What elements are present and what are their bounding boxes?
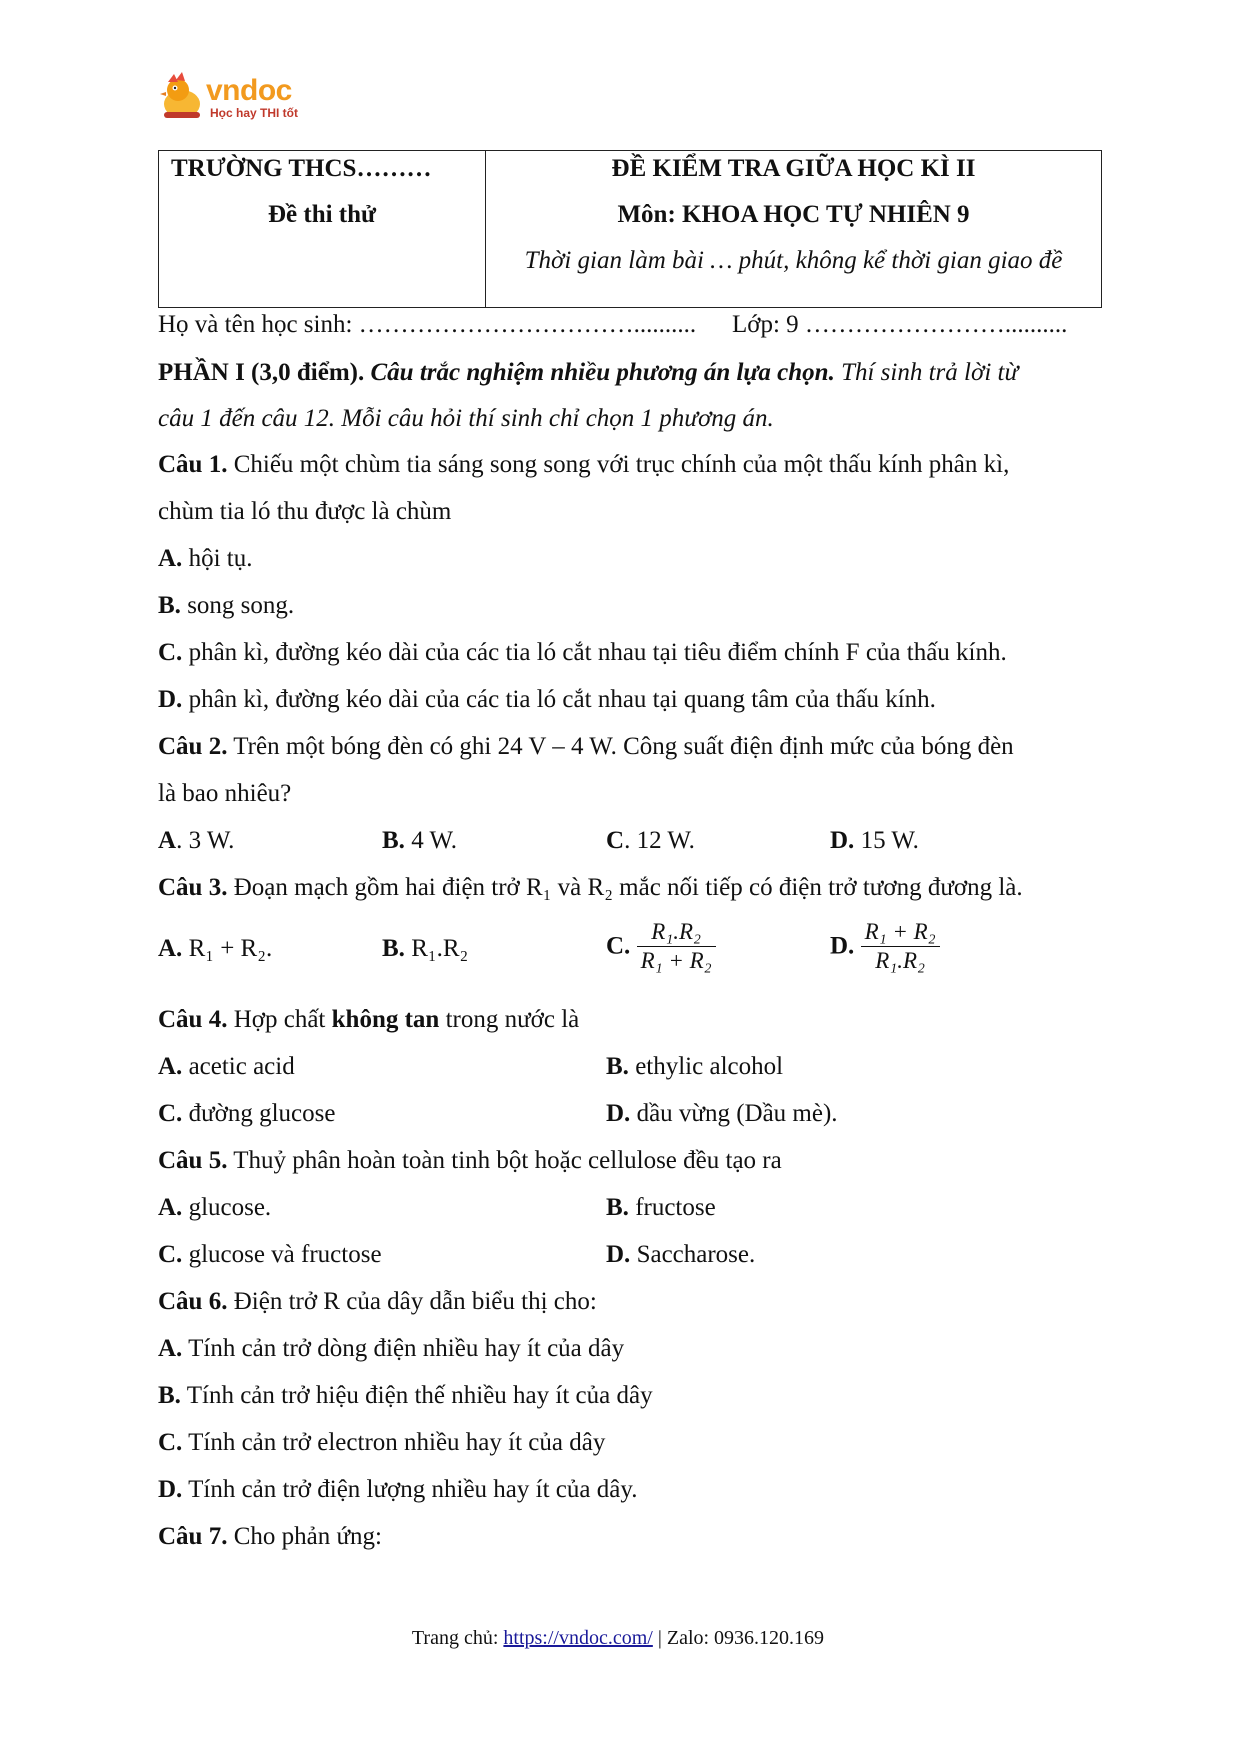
footer-home-link[interactable]: https://vndoc.com/ xyxy=(503,1627,653,1649)
q1-text-line2: chùm tia ló thu được là chùm xyxy=(158,498,452,525)
fraction xyxy=(637,918,716,975)
q2-option-b xyxy=(382,824,457,858)
question-4 xyxy=(158,1003,579,1037)
mascot-icon xyxy=(158,72,206,122)
q6-option-d xyxy=(158,1473,637,1507)
q6-option-b xyxy=(158,1379,653,1413)
q3-option-d xyxy=(830,918,940,975)
school-name: TRƯỜNG THCS……… xyxy=(171,155,432,182)
q4-option-b xyxy=(606,1050,783,1084)
q3-option-c xyxy=(606,918,716,975)
q6-label: Câu 6. xyxy=(158,1288,228,1315)
option-text: acetic acid xyxy=(182,1053,295,1080)
q5-text: Thuỷ phân hoàn toàn tinh bột hoặc cellulose đều tạo ra xyxy=(227,1147,782,1174)
option-label: C. xyxy=(606,932,631,960)
option-text: phân kì, đường kéo dài của các tia ló cắt nhau tại tiêu điểm chính F của thấu kính. xyxy=(182,639,1007,666)
exam-title: ĐỀ KIỂM TRA GIỮA HỌC KÌ II xyxy=(611,155,976,182)
part1-title: PHẦN I (3,0 điểm). xyxy=(158,359,365,386)
q2-option-c xyxy=(606,824,695,858)
q5-option-b xyxy=(606,1191,716,1225)
option-text: Tính cản trở electron nhiều hay ít của dây xyxy=(182,1429,606,1456)
q1-option-c xyxy=(158,636,1007,670)
option-text: Tính cản trở điện lượng nhiều hay ít của dây. xyxy=(182,1476,638,1503)
option-label: C. xyxy=(158,1100,183,1127)
q4-option-d xyxy=(606,1097,838,1131)
option-text: fructose xyxy=(628,1194,716,1221)
q4-label: Câu 4. xyxy=(158,1006,228,1033)
q2-text-line2: là bao nhiêu? xyxy=(158,780,292,807)
option-text: ethylic alcohol xyxy=(628,1053,784,1080)
exam-type: Đề thi thử xyxy=(267,201,377,228)
question-2 xyxy=(158,730,1014,764)
option-label: D. xyxy=(606,1100,631,1127)
q1-text: Chiếu một chùm tia sáng song song với trục chính của một thấu kính phân kì, xyxy=(227,451,1010,478)
vndoc-logo[interactable] xyxy=(158,72,318,126)
q4-text: Hợp chất xyxy=(227,1006,332,1033)
student-name-line xyxy=(158,308,696,342)
question-1 xyxy=(158,448,1009,482)
part1-instruction-line2: câu 1 đến câu 12. Mỗi câu hỏi thí sinh chỉ chọn 1 phương án. xyxy=(158,405,774,432)
q5-option-d xyxy=(606,1238,755,1272)
option-text: đường glucose xyxy=(182,1100,336,1127)
student-class-label: Lớp: 9 …………………….......... xyxy=(732,311,1068,338)
q1-option-b xyxy=(158,589,294,623)
option-label: B. xyxy=(382,827,405,854)
option-label: B. xyxy=(158,1382,181,1409)
option-label: D. xyxy=(158,686,183,713)
option-label: D. xyxy=(830,827,855,854)
exam-subject: Môn: KHOA HỌC TỰ NHIÊN 9 xyxy=(617,201,970,228)
option-label: B. xyxy=(158,592,181,619)
question-5 xyxy=(158,1144,782,1178)
q7-text: Cho phản ứng: xyxy=(227,1523,382,1550)
question-3 xyxy=(158,871,1023,905)
q2-option-d xyxy=(830,824,919,858)
option-label: B. xyxy=(606,1194,629,1221)
option-label: A. xyxy=(158,545,183,572)
q4-option-a xyxy=(158,1050,295,1084)
option-text: 4 W. xyxy=(404,827,458,854)
q2-text: Trên một bóng đèn có ghi 24 V – 4 W. Công suất điện định mức của bóng đèn xyxy=(227,733,1014,760)
q5-option-c xyxy=(158,1238,382,1272)
option-label: A. xyxy=(158,1194,183,1221)
option-label: C. xyxy=(158,1429,183,1456)
fraction-numerator: R₁.R₂ xyxy=(637,918,716,947)
q6-option-a xyxy=(158,1332,624,1366)
option-text: Tính cản trở dòng điện nhiều hay ít của dây xyxy=(182,1335,625,1362)
q2-label: Câu 2. xyxy=(158,733,228,760)
header-left-cell xyxy=(159,151,486,307)
option-label: C. xyxy=(158,639,183,666)
option-label: B. xyxy=(606,1053,629,1080)
part1-instruction: Thí sinh trả lời từ xyxy=(834,359,1019,386)
option-text: . 12 W. xyxy=(624,827,695,854)
part1-heading xyxy=(158,356,1018,390)
footer-zalo: | Zalo: 0936.120.169 xyxy=(652,1627,825,1649)
option-text: song song. xyxy=(180,592,295,619)
page-footer xyxy=(0,1624,1236,1652)
option-text: 15 W. xyxy=(854,827,919,854)
option-label: A. xyxy=(158,1053,183,1080)
student-name-label: Họ và tên học sinh: …………………………….......... xyxy=(158,311,697,338)
option-text: dầu vừng (Dầu mè). xyxy=(630,1100,838,1127)
option-text: R₁.R₂ xyxy=(404,935,469,962)
fraction-denominator: R₁ + R₂ xyxy=(640,948,712,973)
fraction xyxy=(861,918,940,975)
q3-option-b xyxy=(382,932,468,966)
option-label: C xyxy=(606,827,625,854)
option-label: D. xyxy=(158,1476,183,1503)
q4-option-c xyxy=(158,1097,335,1131)
exam-header-table xyxy=(158,150,1102,308)
q1-option-a xyxy=(158,542,252,576)
option-text: . 3 W. xyxy=(176,827,235,854)
option-text: R₁ + R₂. xyxy=(182,935,273,962)
exam-time: Thời gian làm bài … phút, không kể thời gian giao đề xyxy=(524,247,1063,274)
q4-text-end: trong nước là xyxy=(439,1006,580,1033)
part1-type: Câu trắc nghiệm nhiều phương án lựa chọn. xyxy=(364,359,835,386)
option-label: B. xyxy=(382,935,405,962)
fraction-numerator: R₁ + R₂ xyxy=(861,918,940,947)
option-text: glucose. xyxy=(182,1194,272,1221)
q2-option-a xyxy=(158,824,234,858)
option-label: A. xyxy=(158,935,183,962)
q6-option-c xyxy=(158,1426,605,1460)
option-label: D. xyxy=(830,932,855,960)
question-6 xyxy=(158,1285,597,1319)
footer-home-label: Trang chủ: xyxy=(411,1627,504,1649)
fraction-denominator: R₁.R₂ xyxy=(875,948,926,973)
q1-option-d xyxy=(158,683,936,717)
option-text: Tính cản trở hiệu điện thế nhiều hay ít của dây xyxy=(180,1382,653,1409)
option-label: A xyxy=(158,827,177,854)
question-7 xyxy=(158,1520,382,1554)
q5-option-a xyxy=(158,1191,271,1225)
option-text: hội tụ. xyxy=(182,545,253,572)
q3-label: Câu 3. xyxy=(158,874,228,901)
q1-label: Câu 1. xyxy=(158,451,228,478)
option-label: D. xyxy=(606,1241,631,1268)
header-right-cell xyxy=(486,151,1101,307)
option-text: phân kì, đường kéo dài của các tia ló cắt nhau tại quang tâm của thấu kính. xyxy=(182,686,936,713)
q3-text: Đoạn mạch gồm hai điện trở R₁ và R₂ mắc nối tiếp có điện trở tương đương là. xyxy=(227,874,1023,901)
option-label: C. xyxy=(158,1241,183,1268)
q4-text-bold: không tan xyxy=(331,1006,440,1033)
q3-option-a xyxy=(158,932,272,966)
option-text: Saccharose. xyxy=(630,1241,756,1268)
option-text: glucose và fructose xyxy=(182,1241,382,1268)
logo-tagline: Học hay THI tốt xyxy=(210,106,299,120)
q6-text: Điện trở R của dây dẫn biểu thị cho: xyxy=(227,1288,597,1315)
q7-label: Câu 7. xyxy=(158,1523,228,1550)
q5-label: Câu 5. xyxy=(158,1147,228,1174)
logo-brand: vndoc xyxy=(206,74,292,107)
option-label: A. xyxy=(158,1335,183,1362)
student-class-line xyxy=(732,308,1067,342)
